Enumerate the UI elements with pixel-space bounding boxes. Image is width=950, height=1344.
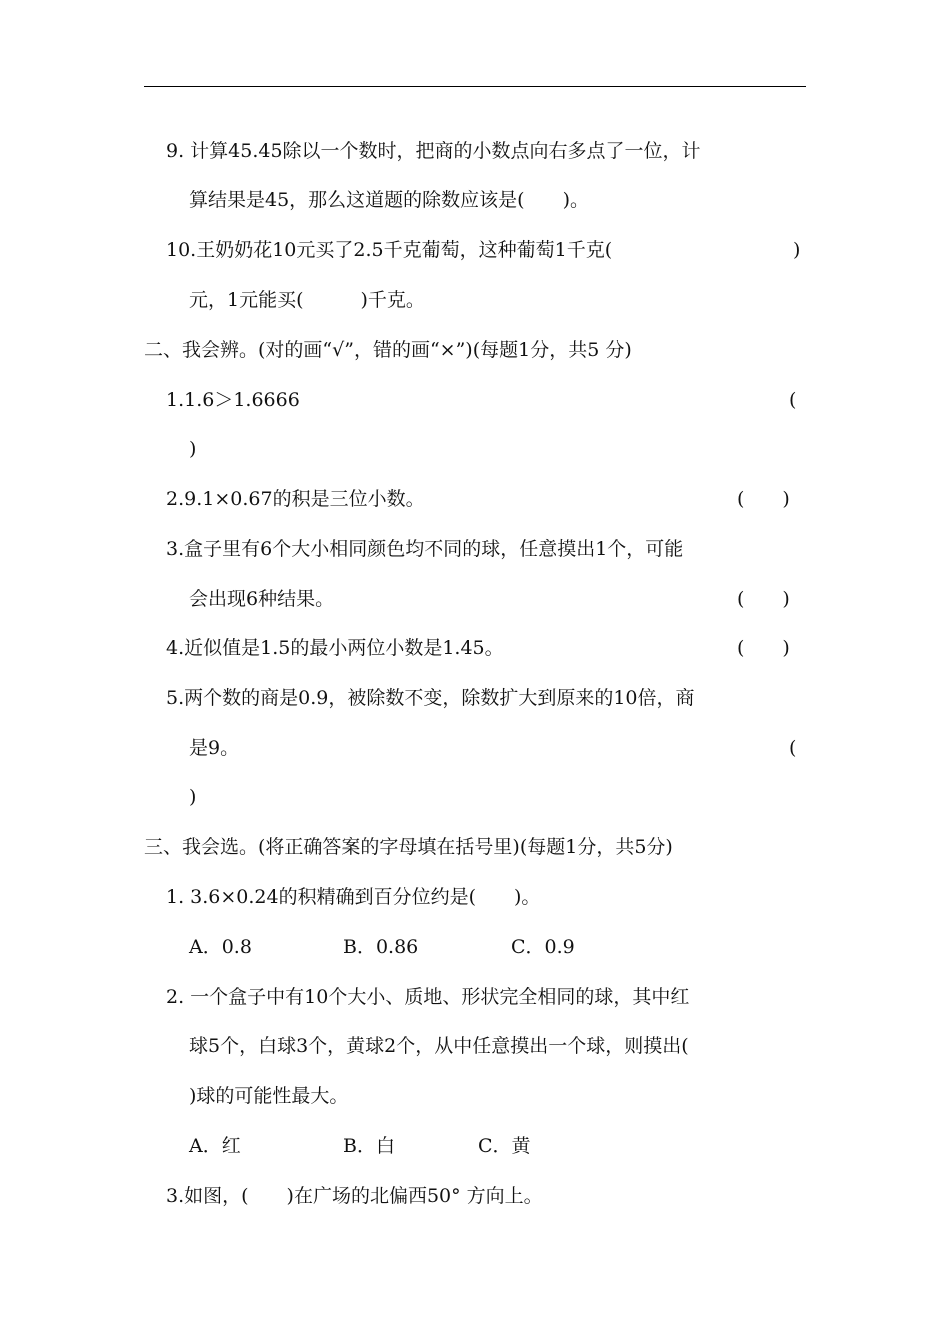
judge-q5-line2: 是9。	[189, 737, 240, 759]
judge-q2: 2.9.1×0.67的积是三位小数。	[166, 488, 425, 510]
choice-q2-option-a: A．红	[189, 1135, 241, 1157]
judge-q1-close-paren: )	[189, 438, 197, 460]
judge-q3-line2: 会出现6种结果。	[189, 588, 335, 610]
choice-q2-line2: 球5个，白球3个，黄球2个，从中任意摸出一个球，则摸出(	[189, 1035, 689, 1057]
judge-q2-answer-box: ( )	[737, 488, 790, 510]
choice-q1-option-b: B．0.86	[343, 936, 419, 958]
judge-q3-answer-box: ( )	[737, 588, 790, 610]
q9-line1: 9. 计算45.45除以一个数时，把商的小数点向右多点了一位，计	[166, 140, 701, 162]
judge-q1: 1.1.6＞1.6666	[166, 389, 300, 411]
judge-q5-close-paren: )	[189, 786, 197, 808]
judge-q4-answer-box: ( )	[737, 637, 790, 659]
q10-close-paren: )	[793, 239, 801, 261]
q10-line2: 元，1元能买( )千克。	[189, 289, 425, 311]
judge-q1-open-paren: (	[789, 389, 797, 411]
header-rule	[144, 86, 806, 87]
choice-q2-option-b: B．白	[343, 1135, 395, 1157]
choice-q1: 1. 3.6×0.24的积精确到百分位约是( )。	[166, 886, 541, 908]
q9-line2: 算结果是45，那么这道题的除数应该是( )。	[189, 189, 590, 211]
choice-q1-option-c: C．0.9	[511, 936, 575, 958]
judge-q5-open-paren: (	[789, 737, 797, 759]
choice-q1-option-a: A．0.8	[189, 936, 252, 958]
choice-q2-line3: )球的可能性最大。	[189, 1085, 349, 1107]
judge-q3-line1: 3.盒子里有6个大小相同颜色均不同的球，任意摸出1个，可能	[166, 538, 684, 560]
judge-q4: 4.近似值是1.5的最小两位小数是1.45。	[166, 637, 504, 659]
choice-q2-line1: 2. 一个盒子中有10个大小、质地、形状完全相同的球，其中红	[166, 986, 690, 1008]
choice-q2-option-c: C．黄	[478, 1135, 531, 1157]
judge-q5-line1: 5.两个数的商是0.9，被除数不变，除数扩大到原来的10倍，商	[166, 687, 695, 709]
section-3-heading: 三、我会选。(将正确答案的字母填在括号里)(每题1分，共5分)	[144, 836, 673, 858]
choice-q3: 3.如图，( )在广场的北偏西50° 方向上。	[166, 1185, 543, 1207]
q10-line1: 10.王奶奶花10元买了2.5千克葡萄，这种葡萄1千克(	[166, 239, 613, 261]
section-2-heading: 二、我会辨。(对的画“√”，错的画“×”)(每题1分，共5 分)	[144, 339, 632, 361]
